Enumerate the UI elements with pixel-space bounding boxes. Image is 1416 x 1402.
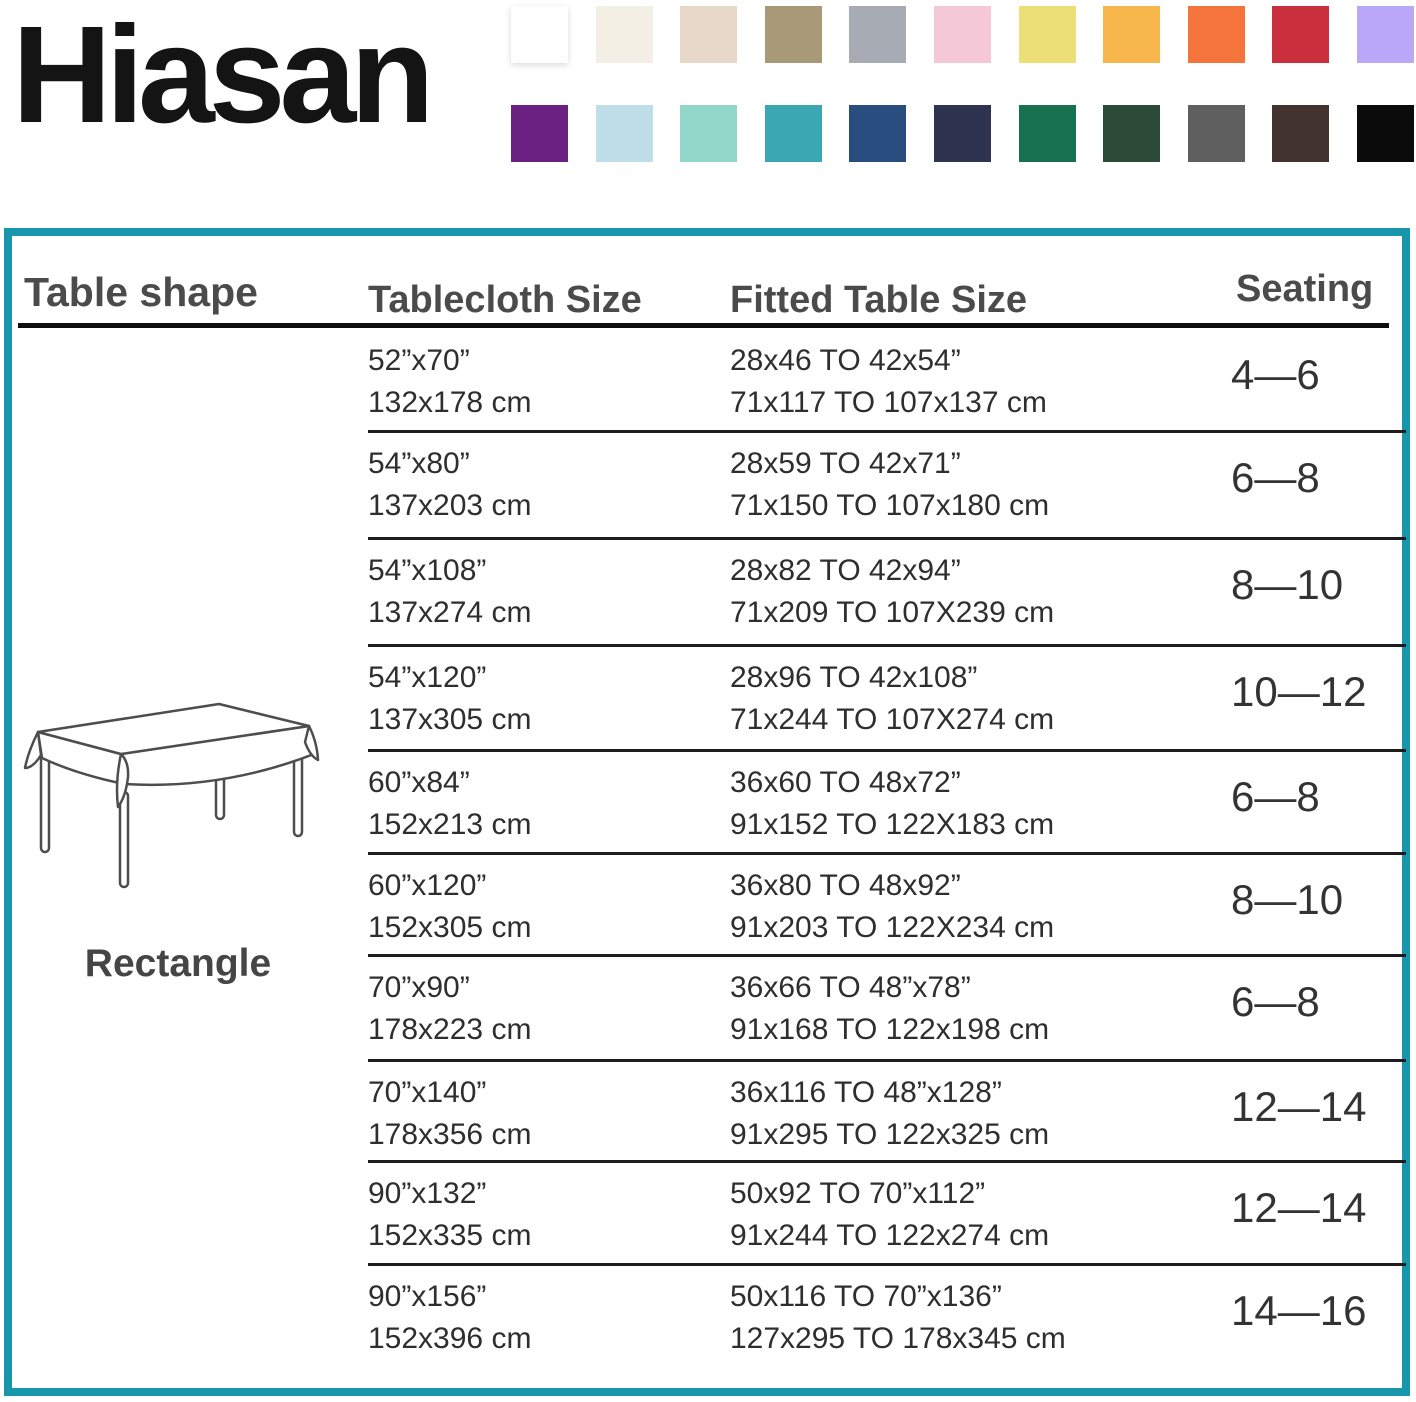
rectangle-table-icon bbox=[16, 692, 338, 902]
color-swatch-beige bbox=[680, 6, 737, 63]
seating-capacity: 6—8 bbox=[1231, 454, 1320, 501]
header-divider bbox=[18, 323, 1389, 328]
tablecloth-size-inches: 70”x140” bbox=[368, 1076, 487, 1109]
color-swatch-dark-grey bbox=[1188, 105, 1245, 162]
brand-logo: Hiasan bbox=[12, 0, 429, 152]
table-row bbox=[368, 855, 1406, 957]
fitted-table-size-cm: 71x209 TO 107X239 cm bbox=[730, 596, 1055, 629]
tablecloth-size-inches: 70”x90” bbox=[368, 971, 470, 1004]
column-header-tablecloth-size: Tablecloth Size bbox=[368, 279, 642, 321]
fitted-table-size-cm: 91x244 TO 122x274 cm bbox=[730, 1219, 1050, 1252]
tablecloth-size-cm: 178x223 cm bbox=[368, 1013, 532, 1046]
color-swatch-aqua bbox=[680, 105, 737, 162]
column-header-seating: Seating bbox=[1236, 268, 1374, 310]
tablecloth-size-cm: 137x305 cm bbox=[368, 703, 532, 736]
table-row bbox=[368, 1163, 1406, 1266]
tablecloth-size-cm: 137x203 cm bbox=[368, 489, 532, 522]
fitted-table-size-inches: 36x66 TO 48”x78” bbox=[730, 971, 971, 1004]
fitted-table-size-cm: 71x244 TO 107X274 cm bbox=[730, 703, 1055, 736]
table-row bbox=[368, 433, 1406, 540]
tablecloth-size-inches: 54”x108” bbox=[368, 554, 487, 587]
color-swatch-row-top bbox=[511, 6, 1414, 63]
fitted-table-size-cm: 91x203 TO 122X234 cm bbox=[730, 911, 1055, 944]
fitted-table-size-inches: 36x116 TO 48”x128” bbox=[730, 1076, 1002, 1109]
seating-capacity: 6—8 bbox=[1231, 773, 1320, 820]
tablecloth-size-cm: 152x305 cm bbox=[368, 911, 532, 944]
tablecloth-size-cm: 132x178 cm bbox=[368, 386, 532, 419]
tablecloth-size-cm: 137x274 cm bbox=[368, 596, 532, 629]
column-header-fitted-table-size: Fitted Table Size bbox=[730, 279, 1028, 321]
seating-capacity: 6—8 bbox=[1231, 978, 1320, 1025]
fitted-table-size-cm: 91x152 TO 122X183 cm bbox=[730, 808, 1055, 841]
color-swatch-dark-green bbox=[1103, 105, 1160, 162]
tablecloth-size-inches: 54”x80” bbox=[368, 447, 470, 480]
color-swatch-row-bottom bbox=[511, 105, 1414, 162]
color-swatch-purple bbox=[511, 105, 568, 162]
column-header-table-shape: Table shape bbox=[24, 269, 258, 315]
color-swatch-white bbox=[511, 6, 568, 63]
color-swatch-lavender bbox=[1357, 6, 1414, 63]
fitted-table-size-inches: 50x116 TO 70”x136” bbox=[730, 1280, 1002, 1313]
table-row bbox=[368, 540, 1406, 647]
tablecloth-size-inches: 90”x156” bbox=[368, 1280, 487, 1313]
color-swatch-navy bbox=[934, 105, 991, 162]
fitted-table-size-cm: 127x295 TO 178x345 cm bbox=[730, 1322, 1066, 1355]
color-swatch-teal bbox=[765, 105, 822, 162]
fitted-table-size-cm: 91x168 TO 122x198 cm bbox=[730, 1013, 1050, 1046]
color-swatch-green bbox=[1019, 105, 1076, 162]
fitted-table-size-inches: 28x96 TO 42x108” bbox=[730, 661, 978, 694]
color-swatch-royal-blue bbox=[849, 105, 906, 162]
tablecloth-size-cm: 178x356 cm bbox=[368, 1118, 532, 1151]
seating-capacity: 10—12 bbox=[1231, 668, 1367, 715]
table-row bbox=[368, 752, 1406, 855]
table-row bbox=[368, 1266, 1406, 1390]
tablecloth-size-inches: 52”x70” bbox=[368, 344, 470, 377]
seating-capacity: 8—10 bbox=[1231, 561, 1344, 608]
tablecloth-size-cm: 152x335 cm bbox=[368, 1219, 532, 1252]
color-swatch-silver-grey bbox=[849, 6, 906, 63]
color-swatch-orange bbox=[1188, 6, 1245, 63]
fitted-table-size-inches: 36x60 TO 48x72” bbox=[730, 766, 961, 799]
seating-capacity: 4—6 bbox=[1231, 351, 1320, 398]
color-swatch-gold bbox=[1103, 6, 1160, 63]
fitted-table-size-cm: 71x150 TO 107x180 cm bbox=[730, 489, 1050, 522]
color-swatch-pink bbox=[934, 6, 991, 63]
color-swatch-yellow bbox=[1019, 6, 1076, 63]
table-row bbox=[368, 1062, 1406, 1163]
table-row bbox=[368, 957, 1406, 1062]
tablecloth-size-cm: 152x396 cm bbox=[368, 1322, 532, 1355]
seating-capacity: 12—14 bbox=[1231, 1083, 1367, 1130]
color-swatch-black bbox=[1357, 105, 1414, 162]
seating-capacity: 14—16 bbox=[1231, 1287, 1367, 1334]
fitted-table-size-inches: 28x59 TO 42x71” bbox=[730, 447, 961, 480]
table-row bbox=[368, 330, 1406, 433]
tablecloth-size-inches: 90”x132” bbox=[368, 1177, 487, 1210]
fitted-table-size-inches: 28x46 TO 42x54” bbox=[730, 344, 961, 377]
tablecloth-size-cm: 152x213 cm bbox=[368, 808, 532, 841]
fitted-table-size-inches: 50x92 TO 70”x112” bbox=[730, 1177, 986, 1210]
fitted-table-size-inches: 36x80 TO 48x92” bbox=[730, 869, 961, 902]
table-row bbox=[368, 647, 1406, 752]
color-swatch-khaki bbox=[765, 6, 822, 63]
tablecloth-size-inches: 54”x120” bbox=[368, 661, 487, 694]
fitted-table-size-cm: 71x117 TO 107x137 cm bbox=[730, 386, 1047, 419]
color-swatch-ivory bbox=[596, 6, 653, 63]
tablecloth-size-inches: 60”x84” bbox=[368, 766, 470, 799]
fitted-table-size-cm: 91x295 TO 122x325 cm bbox=[730, 1118, 1050, 1151]
seating-capacity: 8—10 bbox=[1231, 876, 1344, 923]
shape-label: Rectangle bbox=[84, 942, 272, 985]
color-swatch-brown bbox=[1272, 105, 1329, 162]
color-swatch-red bbox=[1272, 6, 1329, 63]
color-swatch-light-blue bbox=[596, 105, 653, 162]
fitted-table-size-inches: 28x82 TO 42x94” bbox=[730, 554, 961, 587]
tablecloth-size-inches: 60”x120” bbox=[368, 869, 487, 902]
seating-capacity: 12—14 bbox=[1231, 1184, 1367, 1231]
